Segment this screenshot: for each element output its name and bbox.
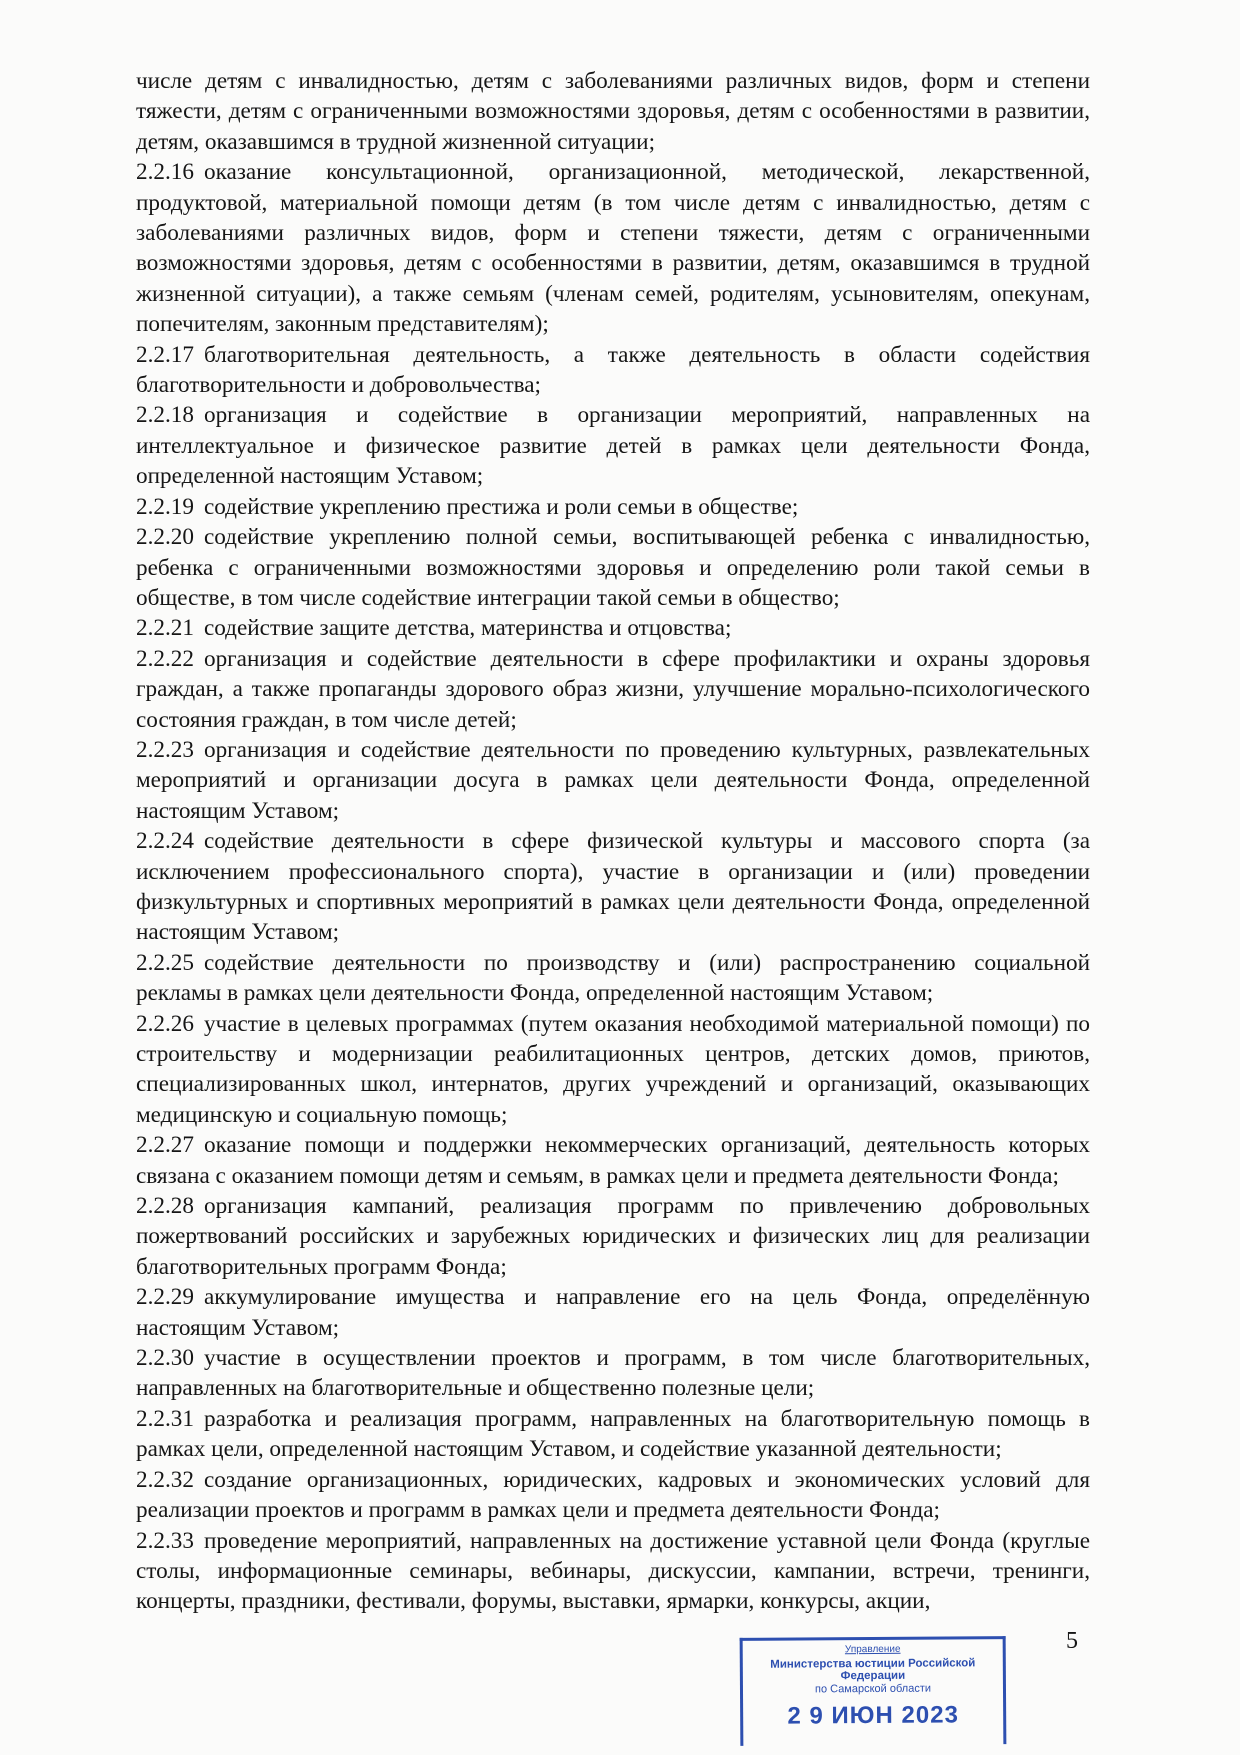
clause-number: 2.2.30 — [136, 1345, 194, 1372]
clause-text: содействие укреплению престижа и роли семьи в обществе; — [203, 493, 799, 520]
clause-number: 2.2.20 — [136, 524, 194, 551]
registration-stamp — [740, 1636, 1007, 1746]
clause-number: 2.2.28 — [136, 1193, 194, 1220]
paragraph — [136, 400, 1090, 491]
page-number: 5 — [1066, 1628, 1078, 1654]
clause-number: 2.2.32 — [136, 1466, 194, 1493]
paragraph — [136, 1009, 1090, 1131]
clause-text: содействие деятельности в сфере физической культуры и массового спорта (за исключением профессионального спорта), участие в организации и (или) проведении физкультурных и спортивных мероприятий в рамках цели деятельности Фонда, определенной настоящим Уставом; — [136, 828, 1090, 946]
paragraph — [136, 735, 1090, 826]
paragraph — [136, 157, 1090, 339]
clause-text: благотворительная деятельность, а также деятельность в области содействия благотворительности и добровольчества; — [136, 341, 1090, 399]
paragraph — [136, 826, 1090, 948]
clause-text: организация и содействие в организации мероприятий, направленных на интеллектуальное и физическое развитие детей в рамках цели деятельности Фонда, определенной настоящим Уставом; — [136, 402, 1090, 490]
clause-text: организация и содействие деятельности в сфере профилактики и охраны здоровья граждан, а также пропаганды здорового образ жизни, улучшение морально-психологического состояния граждан, в том числе детей; — [136, 645, 1090, 733]
clause-text: аккумулирование имущества и направление его на цель Фонда, определённую настоящим Уставом; — [136, 1284, 1090, 1341]
stamp-date: 2 9 ИЮН 2023 — [787, 1701, 959, 1730]
clause-number: 2.2.25 — [136, 949, 194, 976]
clause-text: содействие укреплению полной семьи, воспитывающей ребенка с инвалидностью, ребенка с ограниченными возможностями здоровья и определению роли такой семьи в обществе, в том числе содействие интеграции такой семьи в общество; — [136, 524, 1090, 611]
paragraph — [136, 522, 1090, 613]
paragraph — [136, 1130, 1090, 1191]
clause-text: участие в целевых программах (путем оказания необходимой материальной помощи) по строительству и модернизации реабилитационных центров, детских домов, приютов, специализированных школ, интернатов, других учреждений и организаций, оказывающих медицинскую и социальную помощь; — [136, 1010, 1090, 1128]
paragraph — [136, 492, 1090, 522]
clause-number: 2.2.29 — [136, 1284, 194, 1311]
paragraph — [136, 1191, 1090, 1282]
paragraph — [136, 1526, 1090, 1617]
document-body — [136, 66, 1090, 1617]
paragraph — [136, 948, 1090, 1009]
paragraph — [136, 1282, 1090, 1343]
stamp-line-3: по Самарской области — [814, 1682, 932, 1696]
clause-number: 2.2.24 — [136, 828, 194, 855]
clause-number: 2.2.26 — [136, 1010, 194, 1037]
clause-text: создание организационных, юридических, кадровых и экономических условий для реализации проектов и программ в рамках цели и предмета деятельности Фонда; — [136, 1466, 1090, 1524]
clause-number: 2.2.27 — [136, 1132, 194, 1159]
clause-text: организация кампаний, реализация программ по привлечению добровольных пожертвований российских и зарубежных юридических и физических лиц для реализации благотворительных программ Фонда; — [136, 1193, 1090, 1280]
paragraph — [136, 1465, 1090, 1526]
clause-text: оказание помощи и поддержки некоммерческих организаций, деятельность которых связана с оказанием помощи детям и семьям, в рамках цели и предмета деятельности Фонда; — [136, 1132, 1090, 1189]
clause-number: 2.2.18 — [136, 402, 194, 429]
clause-text: организация и содействие деятельности по проведению культурных, развлекательных мероприятий и организации досуга в рамках цели деятельности Фонда, определенной настоящим Уставом; — [136, 736, 1090, 824]
clause-text: участие в осуществлении проектов и программ, в том числе благотворительных, направленных на благотворительные и общественно полезные цели; — [136, 1345, 1090, 1402]
paragraph — [136, 340, 1090, 401]
stamp-line-2: Министерства юстиции Российской Федерации — [770, 1657, 976, 1683]
clause-text: проведение мероприятий, направленных на достижение уставной цели Фонда (круглые столы, информационные семинары, вебинары, дискуссии, кампании, встречи, тренинги, концерты, праздники, фестивали, форумы, выставки, ярмарки, конкурсы, акции, — [136, 1527, 1090, 1615]
clause-number: 2.2.23 — [136, 736, 194, 763]
clause-text: содействие защите детства, материнства и отцовства; — [203, 615, 732, 642]
clause-number: 2.2.33 — [136, 1527, 194, 1554]
paragraph — [136, 1404, 1090, 1465]
clause-number: 2.2.21 — [136, 615, 194, 642]
paragraph — [136, 613, 1090, 643]
clause-number: 2.2.16 — [136, 159, 194, 186]
clause-number: 2.2.19 — [136, 493, 194, 520]
paragraph — [136, 644, 1090, 735]
paragraph — [136, 1343, 1090, 1404]
clause-number: 2.2.17 — [136, 341, 194, 368]
clause-text: содействие деятельности по производству и (или) распространению социальной рекламы в рамках цели деятельности Фонда, определенной настоящим Уставом; — [136, 949, 1090, 1007]
paragraph — [136, 66, 1090, 157]
clause-text: числе детям с инвалидностью, детям с заболеваниями различных видов, форм и степени тяжести, детям с ограниченными возможностями здоровья, детям с особенностями в развитии, детям, оказавшимся в трудной жизненной ситуации; — [136, 68, 1090, 155]
stamp-line-1: Управление — [844, 1643, 901, 1656]
clause-number: 2.2.31 — [136, 1405, 194, 1432]
clause-number: 2.2.22 — [136, 645, 194, 672]
clause-text: оказание консультационной, организационной, методической, лекарственной, продуктовой, материальной помощи детям (в том числе детям с инвалидностью, детям с заболеваниями различных видов, форм и степени тяжести, детям с ограниченными возможностями здоровья, детям с особенностями в развитии, детям, оказавшимся в трудной жизненной ситуации), а также семьям (членам семей, родителям, усыновителям, опекунам, попечителям, законным представителям); — [136, 159, 1090, 338]
clause-text: разработка и реализация программ, направленных на благотворительную помощь в рамках цели, определенной настоящим Уставом, и содействие указанной деятельности; — [136, 1405, 1090, 1463]
